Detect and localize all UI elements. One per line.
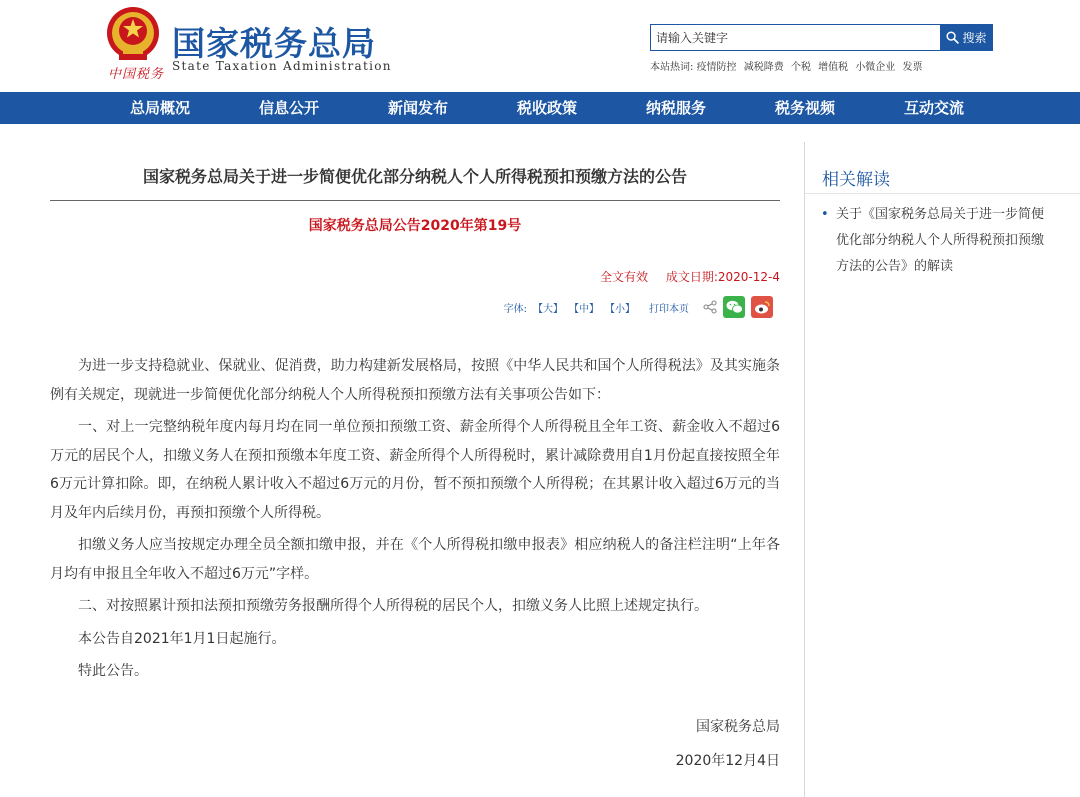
hot-words-label: 本站热词:: [650, 62, 694, 73]
hot-word-link[interactable]: 增值税: [818, 62, 849, 73]
nav-item-info[interactable]: 信息公开: [258, 99, 320, 117]
site-title-en: State Taxation Administration: [172, 59, 392, 73]
article-body: [50, 352, 780, 690]
article-sign-date: 2020年12月4日: [675, 753, 780, 769]
nav-item-video[interactable]: 税务视频: [774, 99, 836, 117]
sidebar-title-rule: [805, 193, 1080, 194]
hot-word-link[interactable]: 小微企业: [855, 62, 896, 73]
site-header: [0, 0, 1080, 92]
search-bar: [650, 24, 993, 51]
article-date: 成文日期:2020-12-4: [665, 270, 780, 284]
font-small-button[interactable]: 【小】: [605, 303, 635, 315]
font-size-label: 字体:: [503, 303, 527, 315]
hot-word-link[interactable]: 发票: [902, 62, 923, 73]
print-button[interactable]: 打印本页: [649, 303, 689, 315]
wechat-icon[interactable]: [723, 296, 745, 318]
sidebar-link[interactable]: 关于《国家税务总局关于进一步简便优化部分纳税人个人所得税预扣预缴方法的公告》的解读: [836, 207, 1045, 274]
hot-word-link[interactable]: 减税降费: [743, 62, 784, 73]
emblem-text: 中国税务: [108, 67, 165, 82]
article-meta: [600, 268, 780, 285]
nav-item-overview[interactable]: 总局概况: [129, 99, 191, 117]
main-nav: [0, 92, 1080, 124]
article-paragraph: 二、对按照累计预扣法预扣预缴劳务报酬所得个人所得税的居民个人，扣缴义务人比照上述规定执行。: [78, 598, 708, 614]
article-paragraph: 扣缴义务人应当按规定办理全员全额扣缴申报，并在《个人所得税扣缴申报表》相应纳税人的备注栏注明“上年各月均有申报且全年收入不超过6万元”字样。: [50, 537, 780, 582]
nav-item-news[interactable]: 新闻发布: [387, 99, 449, 117]
article-signer: 国家税务总局: [696, 719, 780, 735]
hot-word-link[interactable]: 疫情防控: [696, 62, 737, 73]
validity-status: 全文有效: [600, 270, 649, 284]
title-divider: [50, 200, 780, 201]
bullet-icon: •: [821, 207, 829, 222]
weibo-icon[interactable]: [751, 296, 773, 318]
article-paragraph: 为进一步支持稳就业、保就业、促消费，助力构建新发展格局，按照《中华人民共和国个人所得税法》及其实施条例有关规定，现就进一步简便优化部分纳税人个人所得税预扣预缴方法有关事项公告如下：: [50, 358, 780, 403]
nav-item-service[interactable]: 纳税服务: [645, 99, 707, 117]
search-button-label: 搜索: [962, 31, 987, 45]
sidebar-title: 相关解读: [822, 170, 890, 190]
article-tools: [498, 296, 773, 318]
site-title[interactable]: 国家税务总局: [172, 24, 376, 63]
font-medium-button[interactable]: 【中】: [569, 303, 599, 315]
nav-item-interact[interactable]: 互动交流: [903, 99, 965, 117]
article-subtitle: 国家税务总局公告2020年第19号: [308, 218, 522, 234]
sidebar-divider: [804, 142, 805, 797]
article-paragraph: 特此公告。: [78, 663, 148, 679]
share-icon[interactable]: [703, 300, 717, 314]
search-button[interactable]: [940, 24, 993, 51]
emblem-icon: [104, 6, 162, 66]
font-large-button[interactable]: 【大】: [533, 303, 563, 315]
nav-item-policy[interactable]: 税收政策: [516, 99, 578, 117]
article-title: 国家税务总局关于进一步简便优化部分纳税人个人所得税预扣预缴方法的公告: [142, 167, 687, 186]
search-icon: [946, 31, 959, 44]
article-paragraph: 本公告自2021年1月1日起施行。: [78, 630, 286, 647]
hot-word-link[interactable]: 个税: [790, 62, 811, 73]
search-input[interactable]: [650, 24, 942, 51]
article-paragraph: 一、对上一完整纳税年度内每月均在同一单位预扣预缴工资、薪金所得个人所得税且全年工资、薪金收入不超过6万元的居民个人，扣缴义务人在预扣预缴本年度工资、薪金所得个人所得税时，累计减除费用自1月份起直接按照全年6万元计算扣除。即，在纳税人累计收入不超过6万元的月份，暂不预扣预缴个人所得税；在其累计收入超过6万元的当月及年内后续月份，再预扣预缴个人所得税。: [50, 419, 780, 521]
hot-words: [650, 58, 927, 73]
